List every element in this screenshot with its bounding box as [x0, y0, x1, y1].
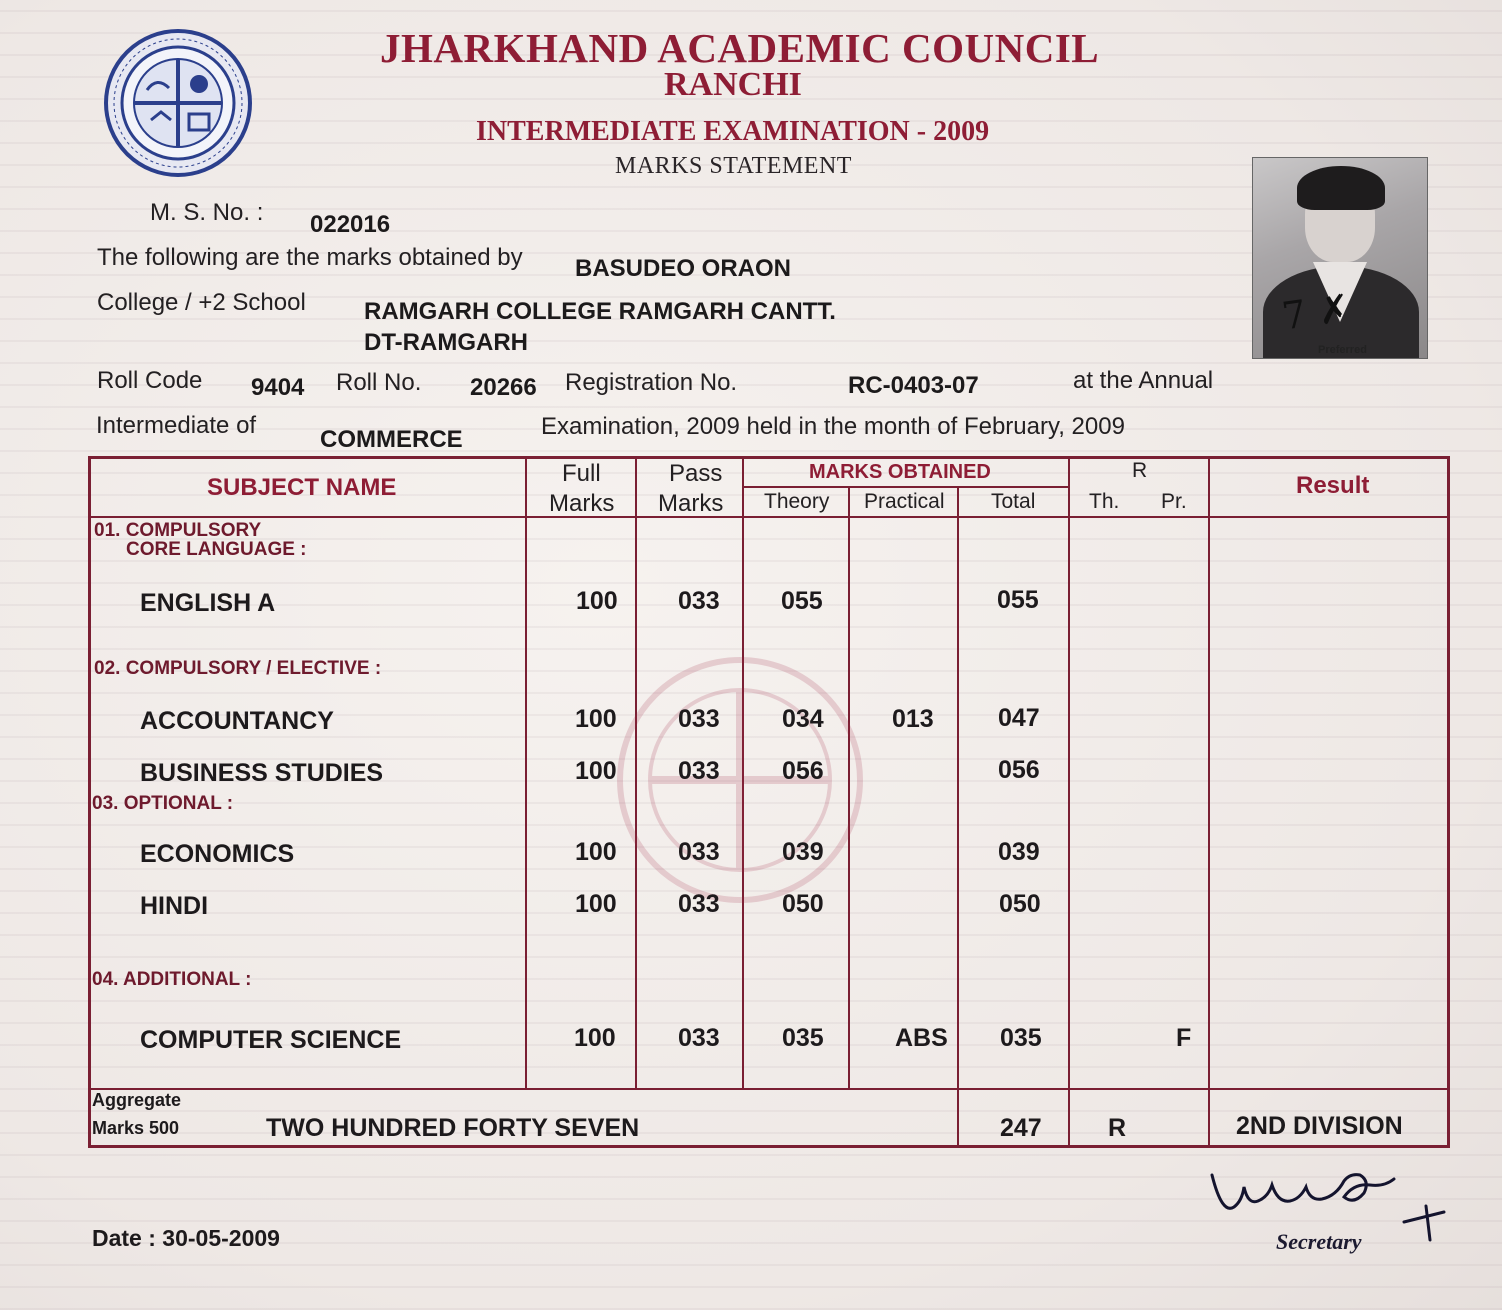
exam-title: INTERMEDIATE EXAMINATION - 2009: [476, 116, 990, 147]
section-compulsory: 01. COMPULSORY: [94, 520, 262, 541]
obtained-by-label: The following are the marks obtained by: [97, 244, 523, 271]
city-title: RANCHI: [664, 66, 802, 103]
header-th: Th.: [1089, 490, 1120, 513]
row-subject: BUSINESS STUDIES: [140, 759, 384, 787]
row-theory: 039: [782, 838, 824, 866]
council-seal-logo: [103, 28, 253, 178]
header-result: Result: [1296, 472, 1370, 499]
stream-value: COMMERCE: [320, 426, 463, 453]
roll-no-value: 20266: [470, 374, 537, 401]
row-pass-marks: 033: [678, 890, 720, 918]
intermediate-label: Intermediate of: [96, 412, 257, 439]
roll-no-label: Roll No.: [336, 369, 422, 396]
aggregate-max-marks: Marks 500: [92, 1118, 180, 1138]
row-practical: ABS: [895, 1024, 948, 1052]
row-pass-marks: 033: [678, 587, 720, 615]
aggregate-in-words: TWO HUNDRED FORTY SEVEN: [266, 1114, 640, 1142]
candidate-name: BASUDEO ORAON: [575, 255, 792, 282]
header-full-1: Full: [562, 460, 601, 487]
college-name-line1: RAMGARH COLLEGE RAMGARH CANTT.: [364, 298, 836, 325]
row-total: 056: [998, 756, 1040, 784]
annual-label: at the Annual: [1073, 367, 1214, 394]
section-compulsory-elective: 02. COMPULSORY / ELECTIVE :: [94, 658, 382, 679]
header-subject-name: SUBJECT NAME: [207, 474, 397, 501]
header-theory: Theory: [764, 490, 830, 513]
header-full-2: Marks: [549, 490, 615, 517]
header-pass-2: Marks: [658, 490, 724, 517]
row-total: 039: [998, 838, 1040, 866]
row-pass-marks: 033: [678, 838, 720, 866]
row-full-marks: 100: [575, 757, 617, 785]
row-total: 050: [999, 890, 1041, 918]
row-theory: 056: [782, 757, 824, 785]
row-subject: ENGLISH A: [140, 589, 276, 617]
header-pr: Pr.: [1161, 490, 1187, 513]
row-subject: COMPUTER SCIENCE: [140, 1026, 402, 1054]
row-total: 035: [1000, 1024, 1042, 1052]
aggregate-r: R: [1108, 1114, 1127, 1142]
registration-value: RC-0403-07: [848, 372, 979, 399]
row-full-marks: 100: [575, 705, 617, 733]
row-pass-marks: 033: [678, 705, 720, 733]
row-theory: 055: [781, 587, 823, 615]
header-pass-1: Pass: [669, 460, 723, 487]
row-full-marks: 100: [575, 838, 617, 866]
row-subject: ECONOMICS: [140, 840, 295, 868]
header-r: R: [1132, 459, 1148, 482]
section-additional: 04. ADDITIONAL :: [92, 969, 252, 990]
section-optional: 03. OPTIONAL :: [92, 793, 234, 814]
roll-code-value: 9404: [251, 374, 305, 401]
college-name-line2: DT-RAMGARH: [364, 329, 528, 356]
header-practical: Practical: [864, 490, 945, 513]
candidate-signature: 7 ✗: [1279, 285, 1353, 339]
exam-held-line: Examination, 2009 held in the month of February, 2009: [541, 413, 1125, 440]
row-total: 047: [998, 704, 1040, 732]
row-r-pr: F: [1176, 1024, 1192, 1052]
row-theory: 050: [782, 890, 824, 918]
row-theory: 034: [782, 705, 824, 733]
row-pass-marks: 033: [678, 1024, 720, 1052]
document-type: MARKS STATEMENT: [615, 153, 852, 179]
watermark-seal: [615, 655, 865, 905]
row-practical: 013: [892, 705, 934, 733]
registration-label: Registration No.: [565, 369, 738, 396]
header-total: Total: [991, 490, 1036, 513]
photo-caption: Preferred: [1318, 344, 1367, 356]
row-full-marks: 100: [574, 1024, 616, 1052]
ms-no-label: M. S. No. :: [150, 199, 264, 226]
aggregate-result: 2ND DIVISION: [1236, 1112, 1403, 1140]
secretary-label: Secretary: [1276, 1229, 1362, 1254]
college-label: College / +2 School: [97, 289, 306, 316]
roll-code-label: Roll Code: [97, 367, 203, 394]
aggregate-label: Aggregate: [92, 1090, 182, 1110]
ms-no-value: 022016: [310, 211, 391, 238]
board-title: JHARKHAND ACADEMIC COUNCIL: [380, 25, 1100, 71]
header-marks-obtained: MARKS OBTAINED: [809, 461, 991, 483]
section-core-language: CORE LANGUAGE :: [126, 539, 307, 560]
row-full-marks: 100: [576, 587, 618, 615]
row-pass-marks: 033: [678, 757, 720, 785]
row-full-marks: 100: [575, 890, 617, 918]
issue-date: Date : 30-05-2009: [92, 1225, 280, 1251]
row-subject: HINDI: [140, 892, 209, 920]
row-subject: ACCOUNTANCY: [140, 707, 334, 735]
row-total: 055: [997, 586, 1039, 614]
row-theory: 035: [782, 1024, 824, 1052]
aggregate-total: 247: [1000, 1114, 1042, 1142]
